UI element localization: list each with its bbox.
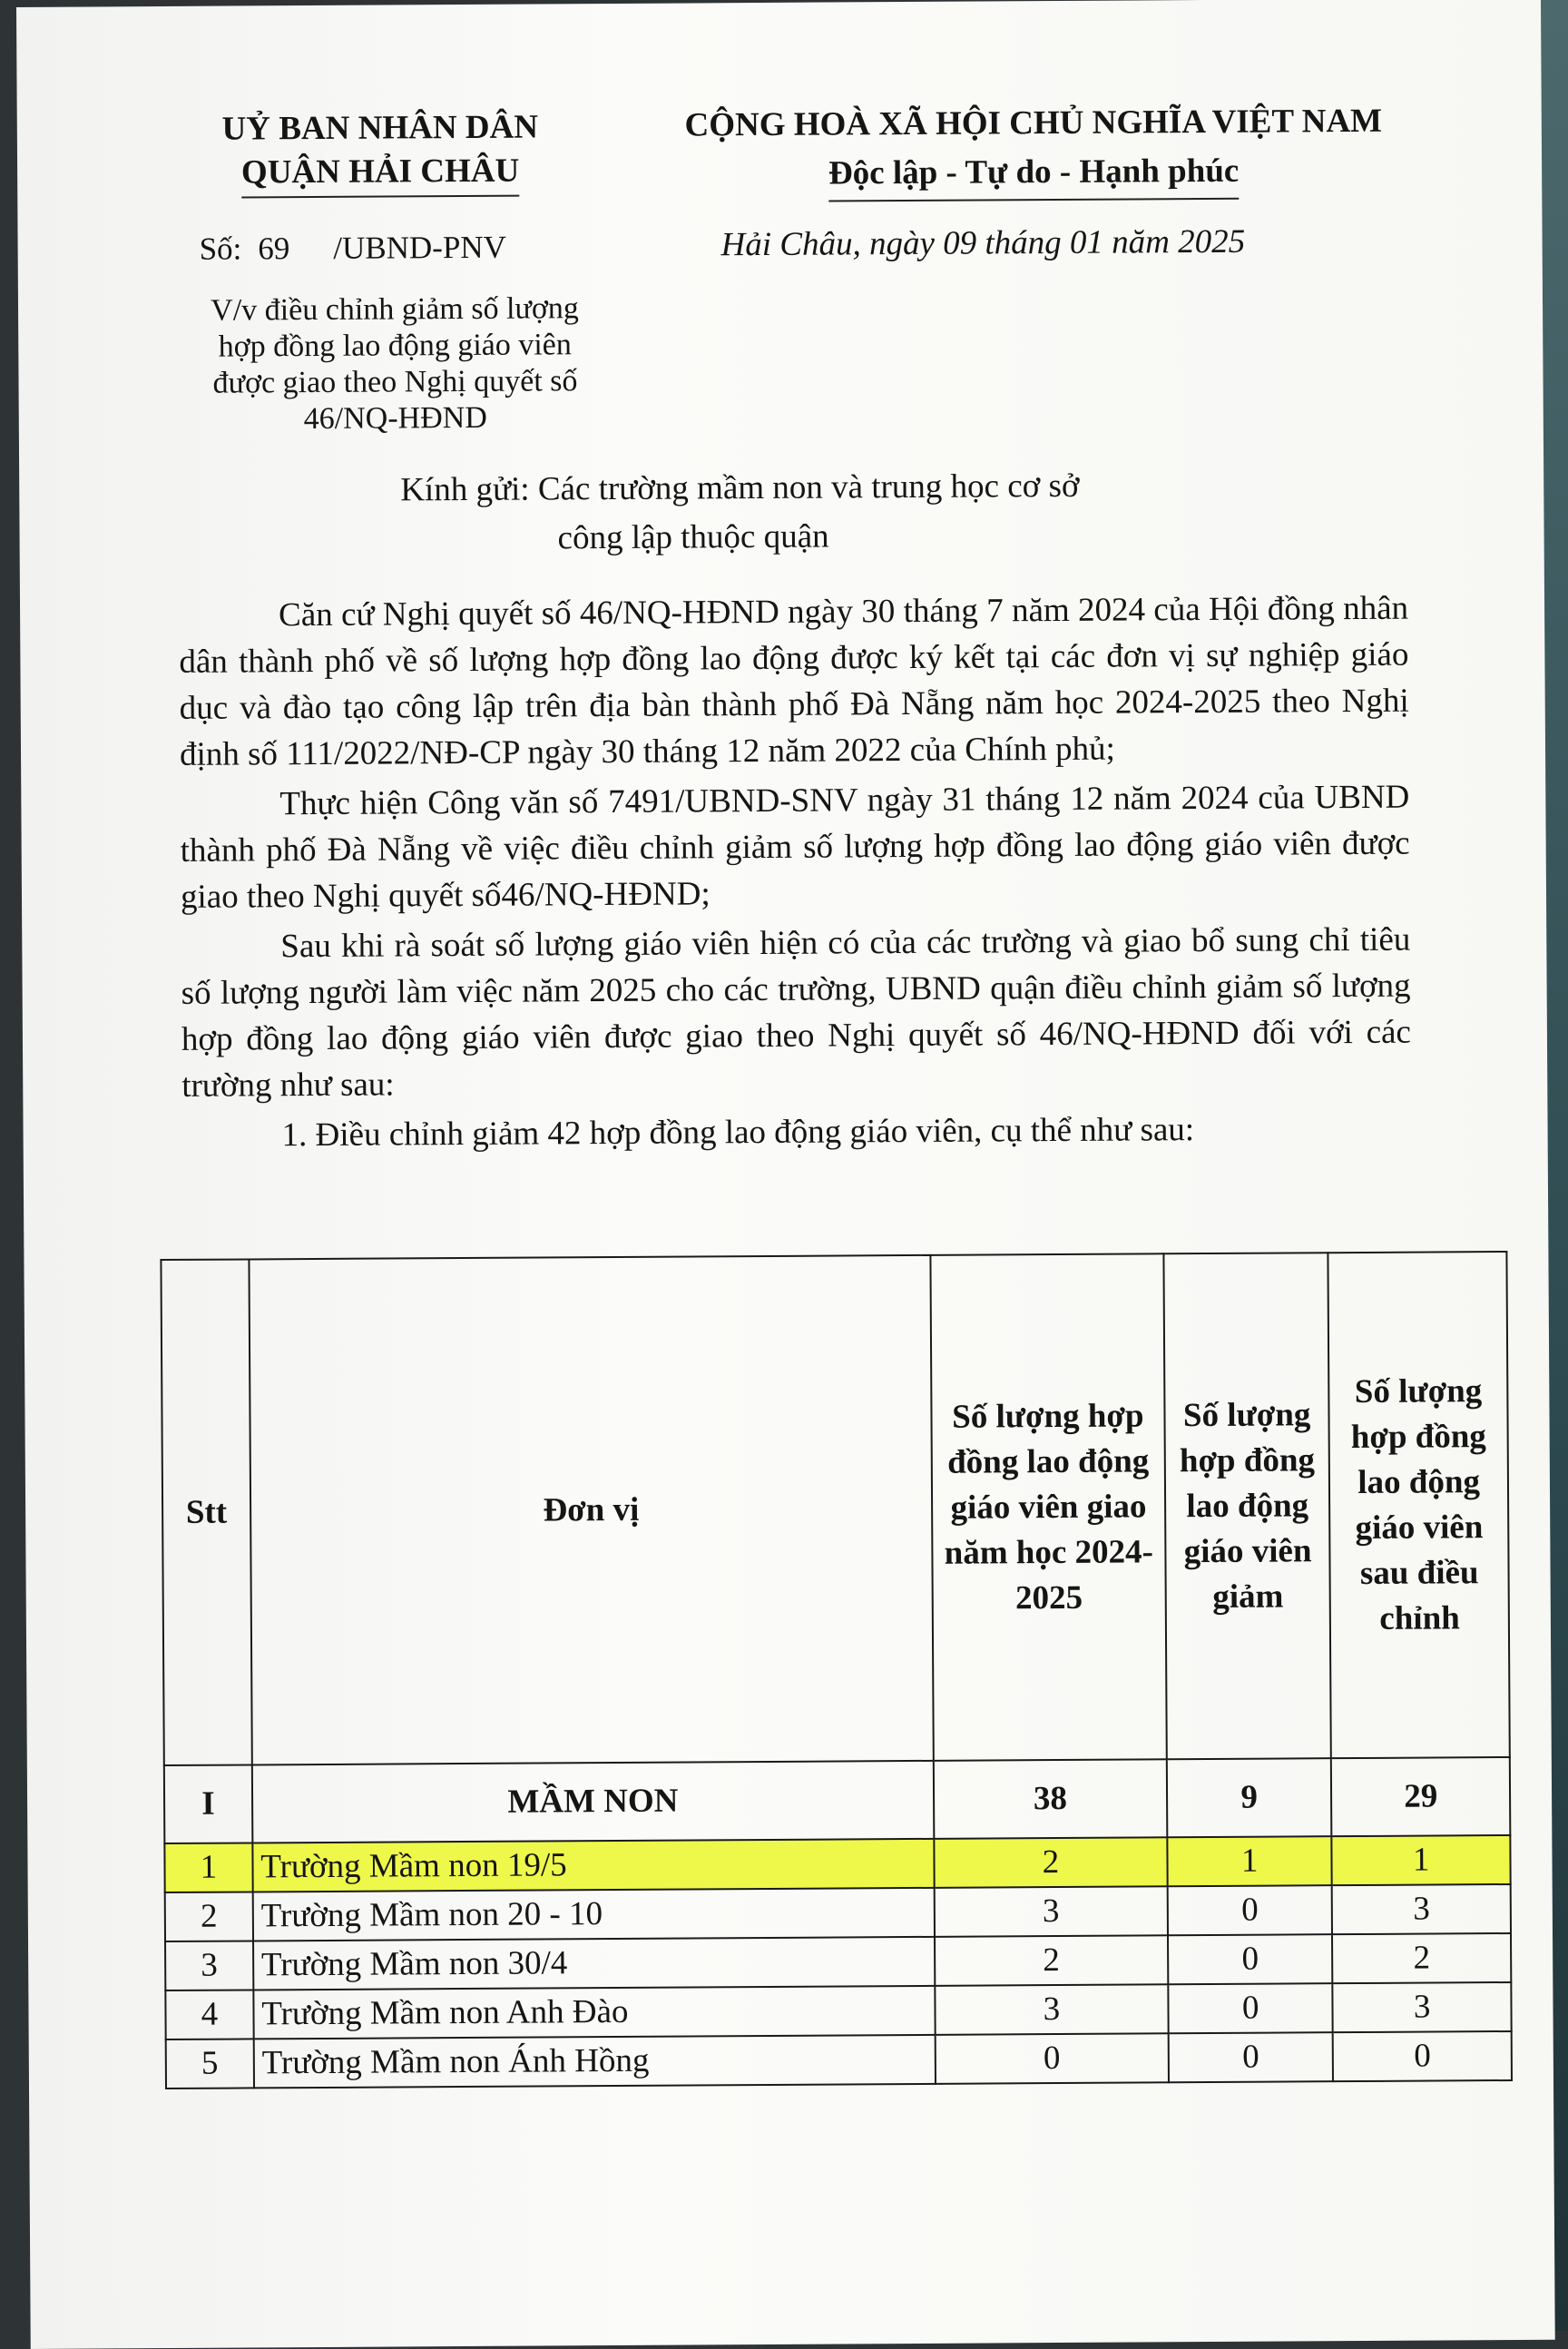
issuer-header — [162, 105, 599, 199]
cell-reduced: 0 — [1169, 2032, 1334, 2082]
cell-after: 29 — [1331, 1757, 1510, 1836]
paragraph-legal-basis: Căn cứ Nghị quyết số 46/NQ-HĐND ngày 30 tháng 7 năm 2024 của Hội đồng nhân dân thành phố về số lượng hợp đồng lao động được ký kết tại các đơn vị sự nghiệp giáo dục và đào tạo công lập trên địa bàn thành phố Đà Nẵng năm học 2024-2025 theo Nghị định số 111/2022/NĐ-CP ngày 30 tháng 12 năm 2022 của Chính phủ; — [179, 589, 1409, 773]
cell-after: 1 — [1332, 1835, 1511, 1885]
cell-reduced: 0 — [1168, 1983, 1333, 2033]
place-date: Hải Châu, ngày 09 tháng 01 năm 2025 — [720, 222, 1246, 264]
cell-stt: I — [164, 1764, 252, 1843]
document-page — [16, 0, 1555, 2349]
header-after: Số lượng hợp đồng lao động giáo viên sau điều chỉnh — [1328, 1252, 1510, 1758]
subject-line: V/v điều chỉnh giảm số lượng — [211, 291, 579, 328]
header-unit: Đơn vị — [249, 1255, 933, 1765]
subject-block — [181, 290, 609, 438]
cell-unit: Trường Mầm non 20 - 10 — [252, 1888, 934, 1941]
recipient-block — [400, 462, 1080, 565]
subject-line: được giao theo Nghị quyết số — [212, 364, 578, 400]
cell-reduced: 0 — [1168, 1934, 1333, 1984]
table-row — [166, 2031, 1512, 2089]
document-number — [200, 230, 507, 268]
header-stt: Stt — [161, 1259, 251, 1765]
cell-reduced: 1 — [1167, 1836, 1332, 1886]
body-text — [179, 585, 1412, 1163]
subject-line: 46/NQ-HĐND — [303, 400, 487, 437]
doc-number-value: 69 — [258, 231, 290, 267]
doc-number-label: Số: — [199, 231, 242, 267]
contract-table — [160, 1251, 1513, 2089]
table-row — [165, 1933, 1511, 1990]
cell-assigned: 3 — [935, 1886, 1168, 1937]
subject-line: hợp đồng lao động giáo viên — [218, 328, 572, 364]
group-row-mam-non — [164, 1757, 1510, 1843]
cell-after: 3 — [1333, 1982, 1512, 2032]
cell-unit: MẦM NON — [252, 1761, 935, 1843]
cell-stt: 4 — [165, 1990, 253, 2039]
table-row — [165, 1884, 1511, 1941]
cell-stt: 2 — [165, 1892, 253, 1941]
cell-stt: 1 — [164, 1843, 252, 1892]
cell-reduced: 0 — [1168, 1885, 1333, 1935]
issuer-line2: QUẬN HẢI CHÂU — [241, 150, 520, 199]
cell-stt: 5 — [166, 2039, 254, 2089]
cell-after: 2 — [1332, 1933, 1511, 1983]
cell-stt: 3 — [165, 1941, 253, 1990]
cell-assigned: 3 — [935, 1984, 1168, 2035]
recipient-line1: Kính gửi: Các trường mầm non và trung học cơ sở — [400, 467, 1080, 509]
cell-assigned: 2 — [934, 1837, 1167, 1888]
recipient-line2: công lập thuộc quận — [557, 517, 829, 557]
issuer-line1: UỶ BAN NHÂN DÂN — [221, 108, 539, 148]
cell-assigned: 0 — [936, 2033, 1169, 2084]
national-motto: Độc lập - Tự do - Hạnh phúc — [828, 147, 1240, 202]
table-row — [165, 1982, 1511, 2039]
table-row-highlighted — [164, 1835, 1510, 1892]
table-header-row — [161, 1252, 1509, 1765]
cell-unit: Trường Mầm non 30/4 — [253, 1937, 935, 1990]
paragraph-review: Sau khi rà soát số lượng giáo viên hiện có của các trường và giao bổ sung chỉ tiêu số lượng người làm việc năm 2025 cho các trường, UBND quận điều chỉnh giảm số lượng hợp đồng lao động giáo viên được giao theo Nghị quyết số 46/NQ-HĐND đối với các trường như sau: — [181, 920, 1412, 1105]
cell-after: 3 — [1332, 1884, 1511, 1934]
cell-unit: Trường Mầm non Ánh Hồng — [253, 2035, 935, 2089]
national-title: CỘNG HOÀ XÃ HỘI CHỦ NGHĨA VIỆT NAM — [684, 102, 1383, 144]
cell-assigned: 2 — [935, 1935, 1168, 1986]
cell-unit: Trường Mầm non 19/5 — [252, 1839, 934, 1892]
cell-reduced: 9 — [1167, 1758, 1332, 1837]
paragraph-item-1: 1. Điều chỉnh giảm 42 hợp đồng lao động giáo viên, cụ thể như sau: — [281, 1111, 1195, 1155]
cell-assigned: 38 — [934, 1759, 1168, 1839]
cell-unit: Trường Mầm non Anh Đào — [253, 1986, 935, 2039]
paragraph-implementation: Thực hiện Công văn số 7491/UBND-SNV ngày 31 tháng 12 năm 2024 của UBND thành phố Đà Nẵng về việc điều chỉnh giảm số lượng hợp đồng lao động giáo viên được giao theo Nghị quyết số46/NQ-HĐND; — [180, 778, 1410, 916]
national-header — [634, 96, 1434, 202]
doc-number-suffix: /UBND-PNV — [333, 229, 507, 266]
header-assigned: Số lượng hợp đồng lao động giáo viên giao năm học 2024-2025 — [930, 1253, 1166, 1761]
cell-after: 0 — [1333, 2031, 1512, 2081]
header-reduced: Số lượng hợp đồng lao động giáo viên giảm — [1163, 1253, 1331, 1759]
